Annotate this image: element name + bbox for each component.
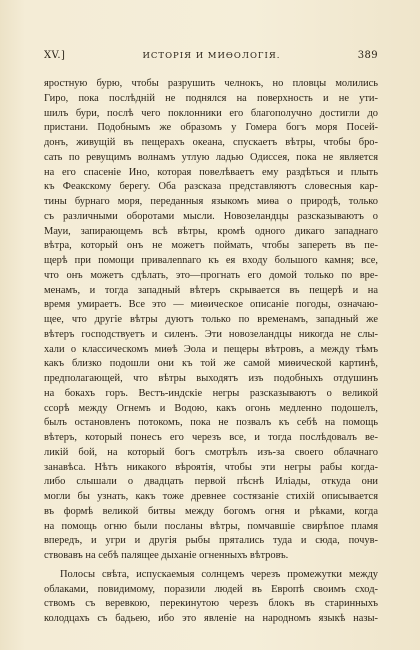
text-line: вѣтра, который онъ не можетъ поймать, чтобы запереть въ пе- — [44, 240, 378, 252]
text-line: на помощь огню были посланы вѣтры, помчавшіе свирѣпое пламя — [44, 520, 378, 532]
text-line: шилъ бури, послѣ чего поклонники его благополучно достигли до — [44, 107, 378, 119]
text-line: съ различными оборотами мысли. Новозеландцы разсказываютъ о — [44, 210, 378, 222]
text-line: ствомъ съ веревкою, перекинутою черезъ блокъ въ старинныхъ — [44, 598, 378, 610]
text-line: вѣтеръ господствуетъ и силенъ. Эти новозеландцы никогда не слы- — [44, 328, 378, 340]
text-line: время умираетъ. Все это — миѳическое описаніе погоды, означаю- — [44, 299, 378, 311]
paragraph — [44, 568, 378, 627]
paragraph — [44, 77, 378, 564]
text-line: на бокахъ горъ. Вестъ-индскіе негры разсказываютъ о великой — [44, 387, 378, 399]
text-line: вѣтеръ, который понесъ его черезъ все, и тогда послѣдовалъ ве- — [44, 432, 378, 443]
running-title: ИСТОРІЯ И МИѲОЛОГІЯ. — [142, 51, 281, 61]
chapter-marker: XV.] — [44, 50, 66, 61]
text-line: какъ близко подошли они къ той же самой миѳической картинѣ, — [44, 358, 378, 370]
text-line: сать по ревущимъ волнамъ утлую ладью Одиссея, пока не является — [44, 151, 378, 163]
text-line: Мауи, запирающемъ всѣ вѣтры, кромѣ одного дикаго западнаго — [44, 225, 378, 237]
text-line: либо слышали о двадцать первой пѣснѣ Иліады, откуда они — [44, 476, 378, 488]
text-line: Полосы свѣта, испускаемыя солнцемъ черезъ промежутки между — [60, 568, 378, 580]
text-line: щерѣ при помощи привалennaго къ ея входу большого камня; все, — [44, 255, 378, 266]
text-line: ссорѣ между Огнемъ и Водою, какъ огонь медленно подошелъ, — [44, 402, 378, 414]
text-line: занавѣса. Нѣтъ никакого вѣроятія, чтобы эти негры рабы когда- — [44, 461, 378, 473]
text-line: колодцахъ съ бадьею, ибо это явленіе на народномъ языкѣ назы- — [44, 613, 378, 624]
text-line: могли бы узнать, какъ тоже древнее состязаніе стихій описывается — [44, 491, 378, 502]
text-line: ликій бой, на который богъ смотрѣлъ изъ-за своего облачнаго — [44, 446, 378, 458]
text-line: предполагающей, что вѣтры выходятъ изъ подобныхъ отдушинъ — [44, 373, 378, 384]
text-line: яростную бурю, чтобы разрушить челнокъ, но пловцы молились — [44, 78, 378, 89]
text-line: впередъ, и угри и другія рыбы прятались туда и сюда, почув- — [44, 535, 378, 547]
text-line: въ формѣ великой битвы между богомъ огня и рѣками, когда — [44, 505, 378, 517]
text-line: что онъ можетъ сдѣлать, это—прогнать его домой только по вре- — [44, 269, 378, 281]
text-line: менамъ, и тогда западный вѣтеръ скрывается въ пещерѣ и на — [44, 284, 378, 296]
text-line: на его спасеніе Ино, которая повелѣваетъ ему раздѣться и плыть — [44, 166, 378, 178]
text-line: былъ остановленъ потокомъ, пока не позвалъ къ себѣ на помощь — [44, 417, 378, 429]
text-line: донъ, живущій въ пещерахъ океана, спускаетъ вѣтры, чтобы бро- — [44, 137, 378, 148]
body-text — [44, 77, 378, 627]
text-line: ствовавъ на себѣ палящее дыханіе огненныхъ вѣтровъ. — [44, 550, 289, 561]
text-line: пристани. Подобнымъ же образомъ у Гомера богъ моря Посей- — [44, 122, 378, 134]
text-line: облаками, повидимому, поразили людей въ Европѣ своимъ сход- — [44, 583, 378, 595]
text-line: къ Феакскому берегу. Оба разсказа представляютъ словесныя кар- — [44, 181, 378, 193]
text-line: тины бурнаго моря, переданныя языкомъ миѳа о природѣ, только — [44, 196, 378, 207]
page-number: 389 — [357, 50, 378, 61]
text-line: хали о классическомъ миѳѣ Эола и пещеры вѣтровъ, а между тѣмъ — [44, 343, 378, 355]
text-line: Гиро, пока послѣдній не поднялся на поверхность и не ути- — [44, 92, 378, 104]
text-line: щее, что другіе вѣтры дуютъ только по временамъ, западный же — [44, 314, 378, 325]
running-header — [44, 50, 378, 61]
